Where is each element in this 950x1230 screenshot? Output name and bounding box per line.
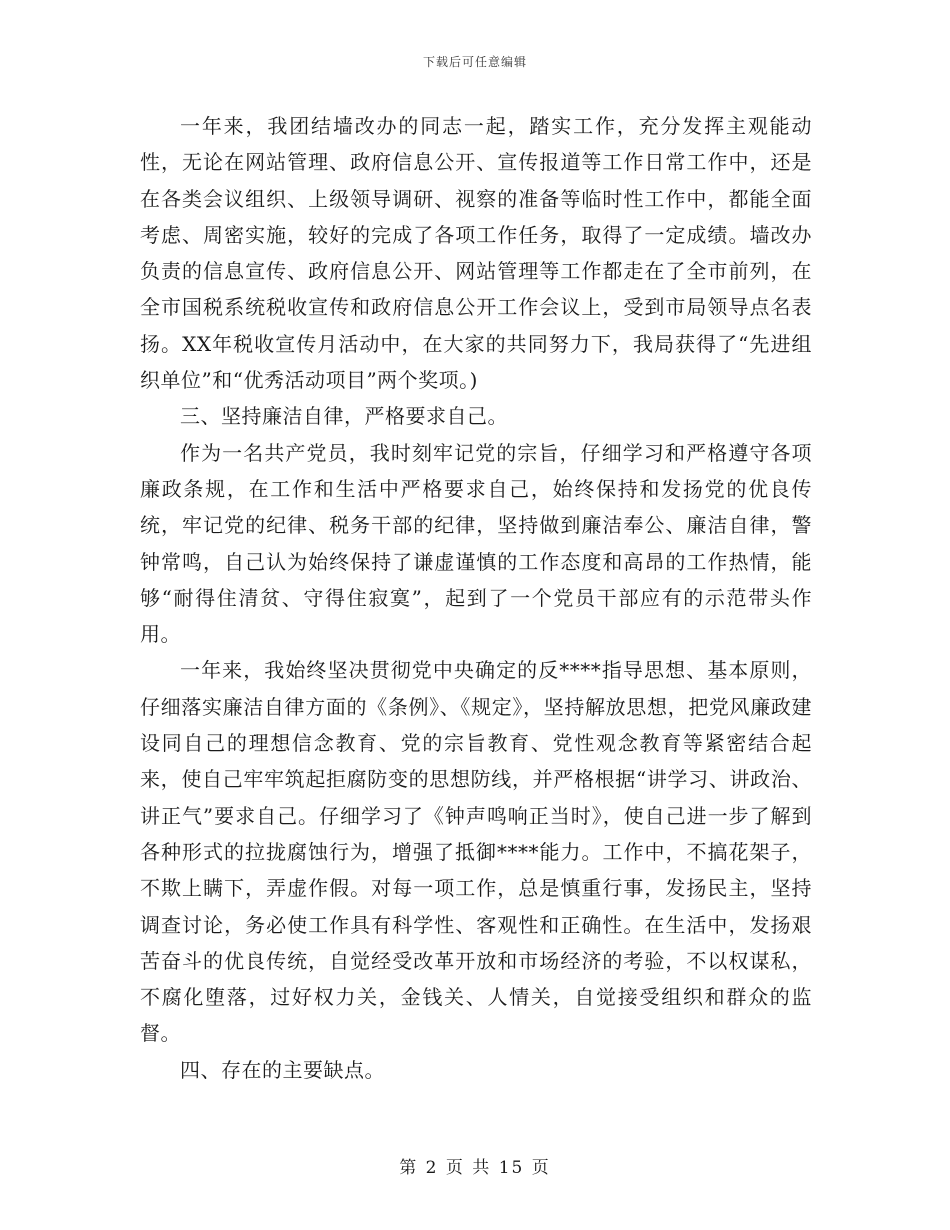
page-header-note: 下载后可任意编辑 [422, 55, 527, 69]
page-number-footer: 第 2 页 共 15 页 [399, 1158, 551, 1178]
section-heading-integrity: 三、坚持廉洁自律，严格要求自己。 [180, 404, 508, 429]
document-body [140, 108, 812, 1088]
paragraph-party-member: 作为一名共产党员，我时刻牢记党的宗旨，仔细学习和严格遵守各项廉政条规，在工作和生活中严格要求自己，始终保持和发扬党的优良传统，牢记党的纪律、税务干部的纪律，坚持做到廉洁奉公、廉洁自律，警钟常鸣，自己认为始终保持了谦虚谨慎的工作态度和高昂的工作热情，能够“耐得住清贫、守得住寂寞”，起到了一个党员干部应有的示范带头作用。 [140, 440, 812, 647]
paragraph-work-summary: 一年来，我团结墙改办的同志一起，踏实工作，充分发挥主观能动性，无论在网站管理、政府信息公开、宣传报道等工作日常工作中，还是在各类会议组织、上级领导调研、视察的准备等临时性工作中，都能全面考虑、周密实施，较好的完成了各项工作任务，取得了一定成绩。墙改办负责的信息宣传、政府信息公开、网站管理等工作都走在了全市前列，在全市国税系统税收宣传和政府信息公开工作会议上，受到市局领导点名表扬。XX年税收宣传月活动中，在大家的共同努力下，我局获得了“先进组织单位”和“优秀活动项目”两个奖项。) [140, 114, 812, 393]
section-heading-shortcomings: 四、存在的主要缺点。 [180, 1057, 385, 1082]
paragraph-anti-corruption: 一年来，我始终坚决贯彻党中央确定的反****指导思想、基本原则，仔细落实廉洁自律方面的《条例》、《规定》，坚持解放思想，把党风廉政建设同自己的理想信念教育、党的宗旨教育、党性观念教育等紧密结合起来，使自己牢牢筑起拒腐防变的思想防线，并严格根据“讲学习、讲政治、讲正气”要求自己。仔细学习了《钟声鸣响正当时》，使自己进一步了解到各种形式的拉拢腐蚀行为，增强了抵御****能力。工作中，不搞花架子，不欺上瞒下，弄虚作假。对每一项工作，总是慎重行事，发扬民主，坚持调查讨论，务必使工作具有科学性、客观性和正确性。在生活中，发扬艰苦奋斗的优良传统，自觉经受改革开放和市场经济的考验，不以权谋私，不腐化堕落，过好权力关，金钱关、人情关，自觉接受组织和群众的监督。 [140, 658, 812, 1046]
